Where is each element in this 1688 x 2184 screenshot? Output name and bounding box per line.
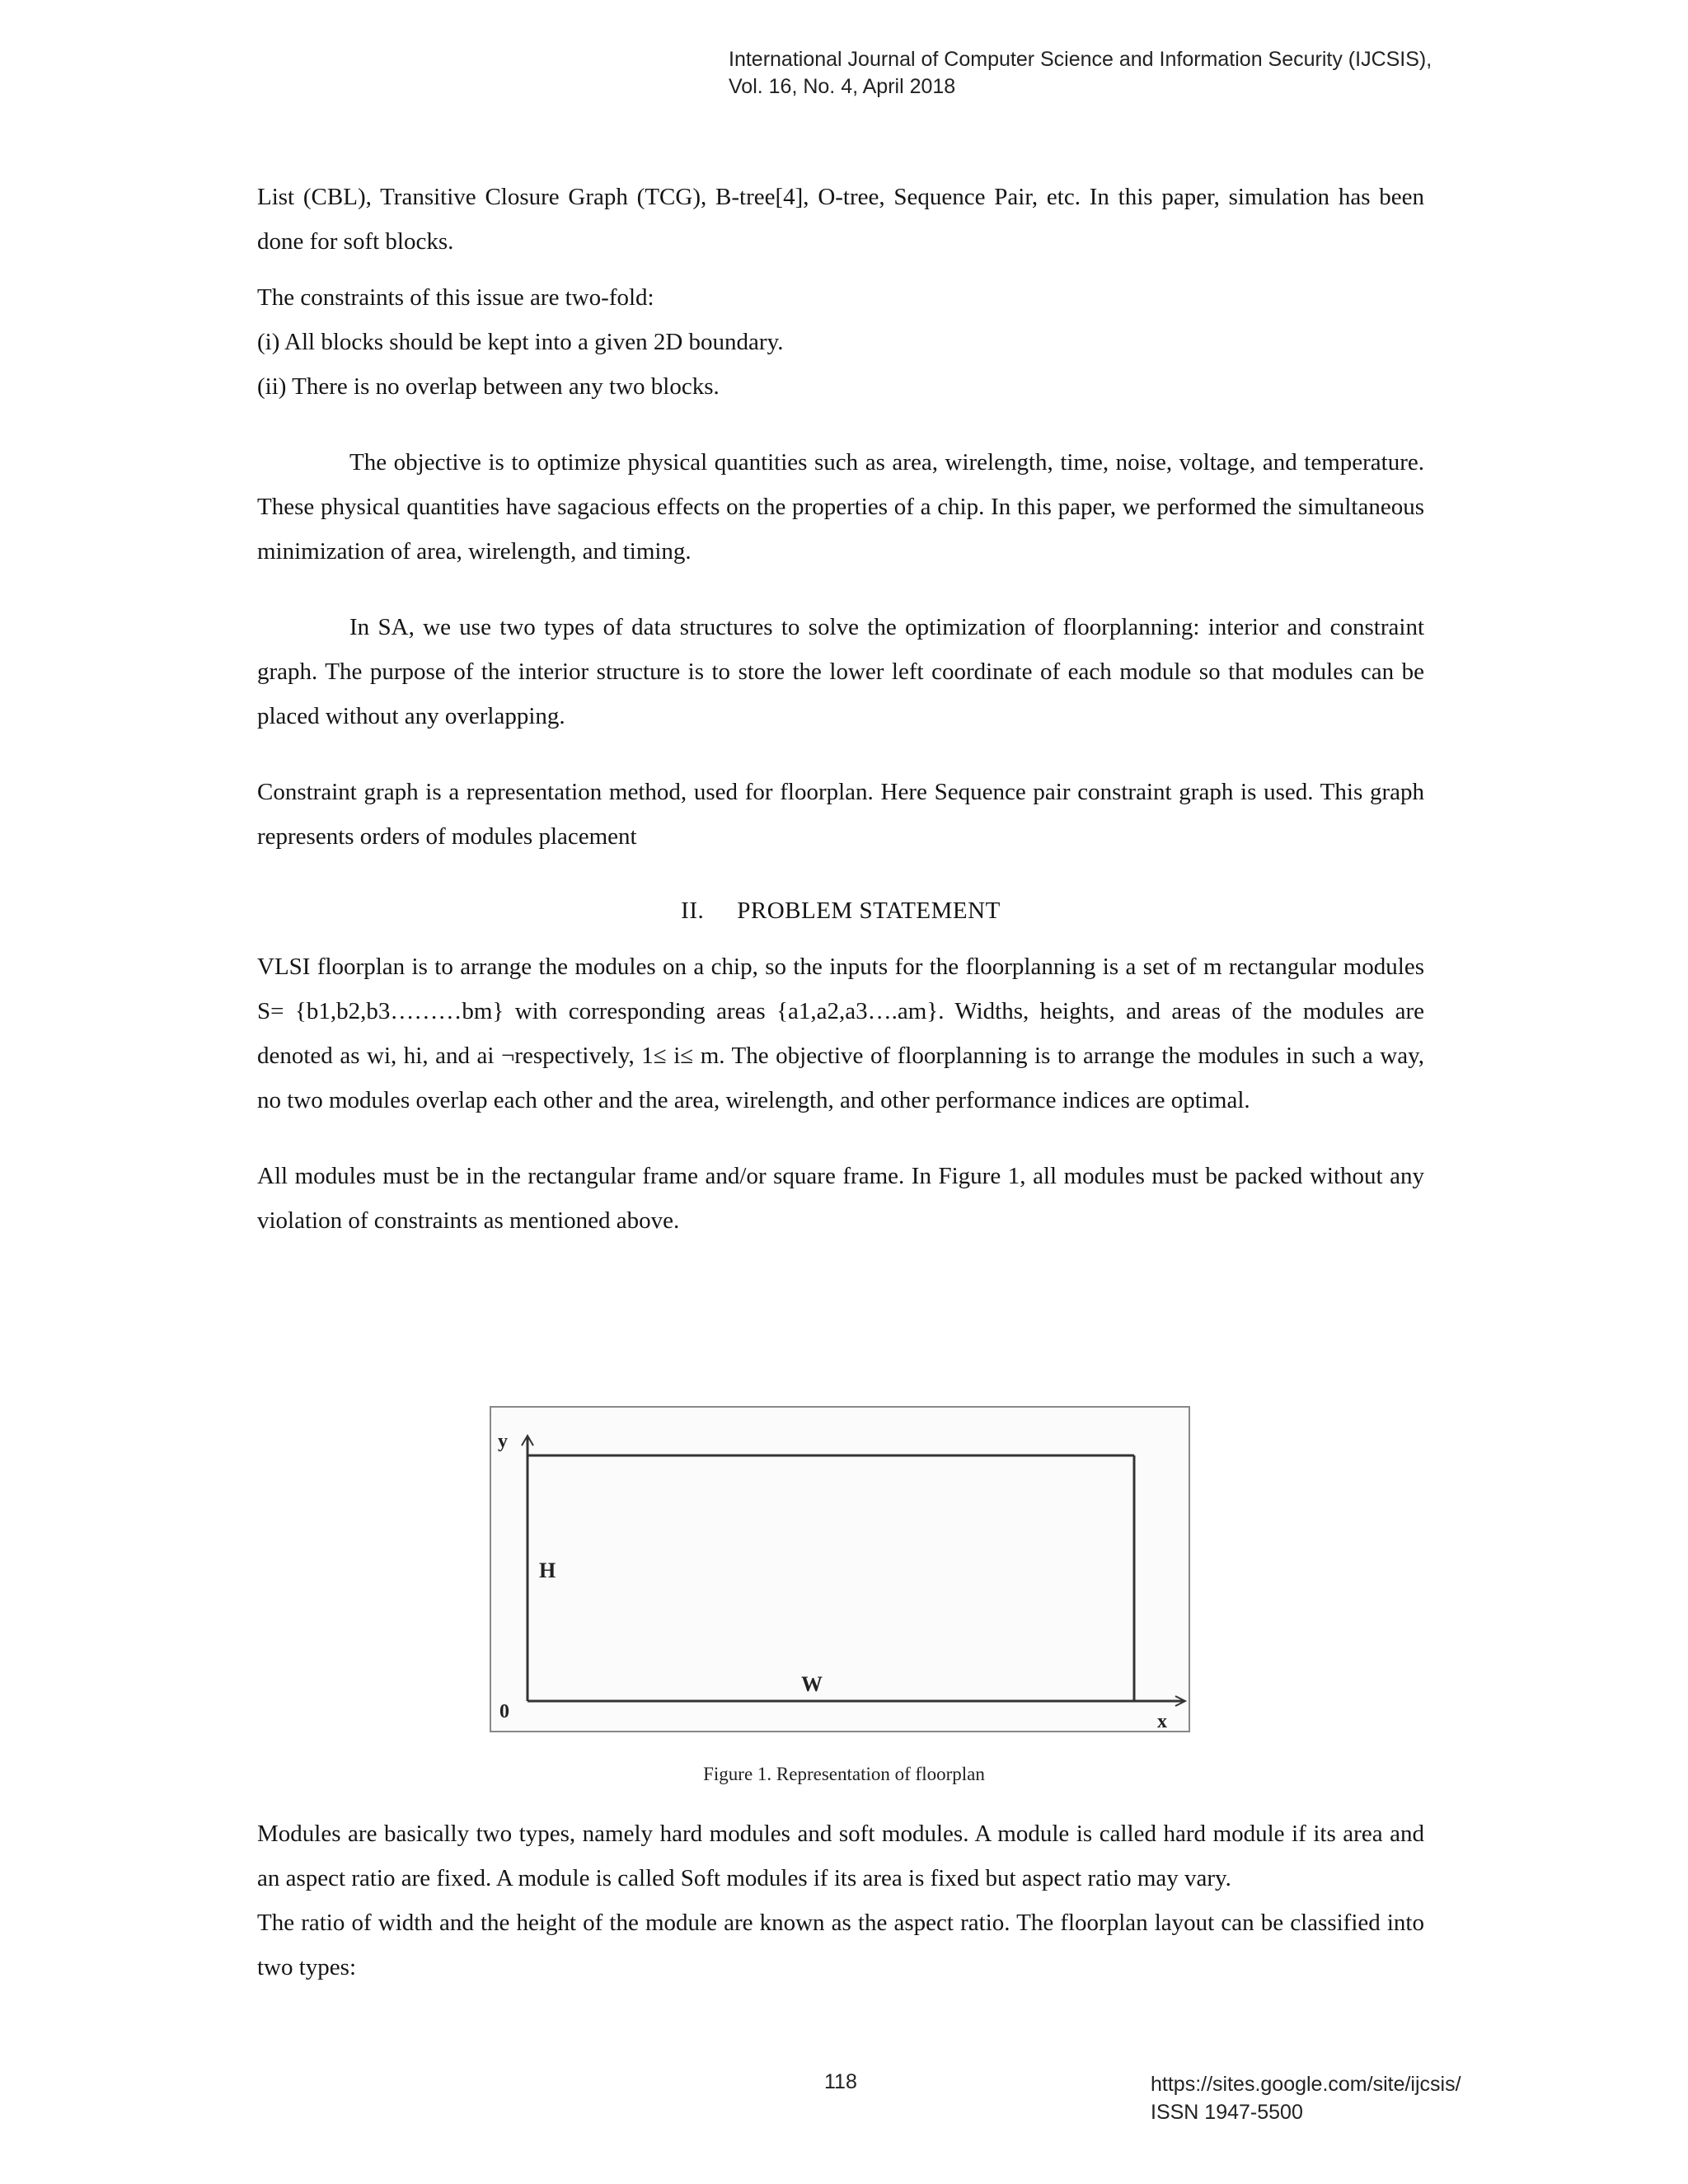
paragraph-1: List (CBL), Transitive Closure Graph (TCG), B-tree[4], O-tree, Sequence Pair, etc. In this paper, simulation has been done for soft blocks. <box>257 184 1424 255</box>
section-heading <box>257 888 1424 933</box>
section-title: PROBLEM STATEMENT <box>737 898 1001 924</box>
footer-issn: ISSN 1947-5500 <box>1151 2101 1303 2124</box>
paragraph-6: In SA, we use two types of data structures to solve the optimization of floorplanning: interior and constraint graph. The purpose of the interior structure is to store the lower left coordinate of each module so that modules can be placed without any overlapping. <box>257 614 1424 729</box>
x-label: x <box>1157 1711 1167 1731</box>
body-text <box>257 175 1424 1243</box>
section-number: II. <box>681 898 705 924</box>
journal-header <box>729 46 1432 101</box>
floorplan-diagram <box>491 1408 1189 1731</box>
footer-info <box>1151 2070 1461 2126</box>
paragraph-3: (i) All blocks should be kept into a given 2D boundary. <box>257 329 784 355</box>
paragraph-9: All modules must be in the rectangular frame and/or square frame. In Figure 1, all modules must be packed without any violation of constraints as mentioned above. <box>257 1163 1424 1234</box>
origin-label: 0 <box>499 1701 509 1722</box>
width-label: W <box>801 1672 823 1696</box>
body-text-after-figure <box>257 1811 1424 1990</box>
paragraph-4: (ii) There is no overlap between any two blocks. <box>257 373 720 400</box>
paragraph-11: The ratio of width and the height of the module are known as the aspect ratio. The floorplan layout can be classified into two types: <box>257 1910 1424 1980</box>
height-label: H <box>539 1558 556 1582</box>
paragraph-5: The objective is to optimize physical quantities such as area, wirelength, time, noise, voltage, and temperature. These physical quantities have sagacious effects on the properties of a chip. In this paper, we performed the simultaneous minimization of area, wirelength, and timing. <box>257 449 1424 565</box>
floorplan-figure <box>490 1406 1190 1732</box>
journal-title: International Journal of Computer Science and Information Security (IJCSIS), <box>729 48 1432 71</box>
footer-url: https://sites.google.com/site/ijcsis/ <box>1151 2073 1461 2096</box>
page-number: 118 <box>824 2070 857 2093</box>
journal-volume: Vol. 16, No. 4, April 2018 <box>729 75 956 98</box>
figure-caption: Figure 1. Representation of floorplan <box>703 1764 985 1784</box>
paragraph-10: Modules are basically two types, namely hard modules and soft modules. A module is called hard module if its area and an aspect ratio are fixed. A module is called Soft modules if its area is fixed but aspect ratio may vary. <box>257 1821 1424 1891</box>
paragraph-8: VLSI floorplan is to arrange the modules on a chip, so the inputs for the floorplanning is a set of m rectangular modules S= {b1,b2,b3………bm} with corresponding areas {a1,a2,a3….am}. Widths, heights, and areas of the modules are denoted as wi, hi, and ai ¬respectively, 1≤ i≤ m. The objective of floorplanning is to arrange the modules in such a way, no two modules overlap each other and the area, wirelength, and other performance indices are optimal. <box>257 954 1424 1113</box>
y-label: y <box>498 1431 508 1452</box>
paragraph-2: The constraints of this issue are two-fold: <box>257 284 654 311</box>
paragraph-7: Constraint graph is a representation method, used for floorplan. Here Sequence pair constraint graph is used. This graph represents orders of modules placement <box>257 779 1424 850</box>
